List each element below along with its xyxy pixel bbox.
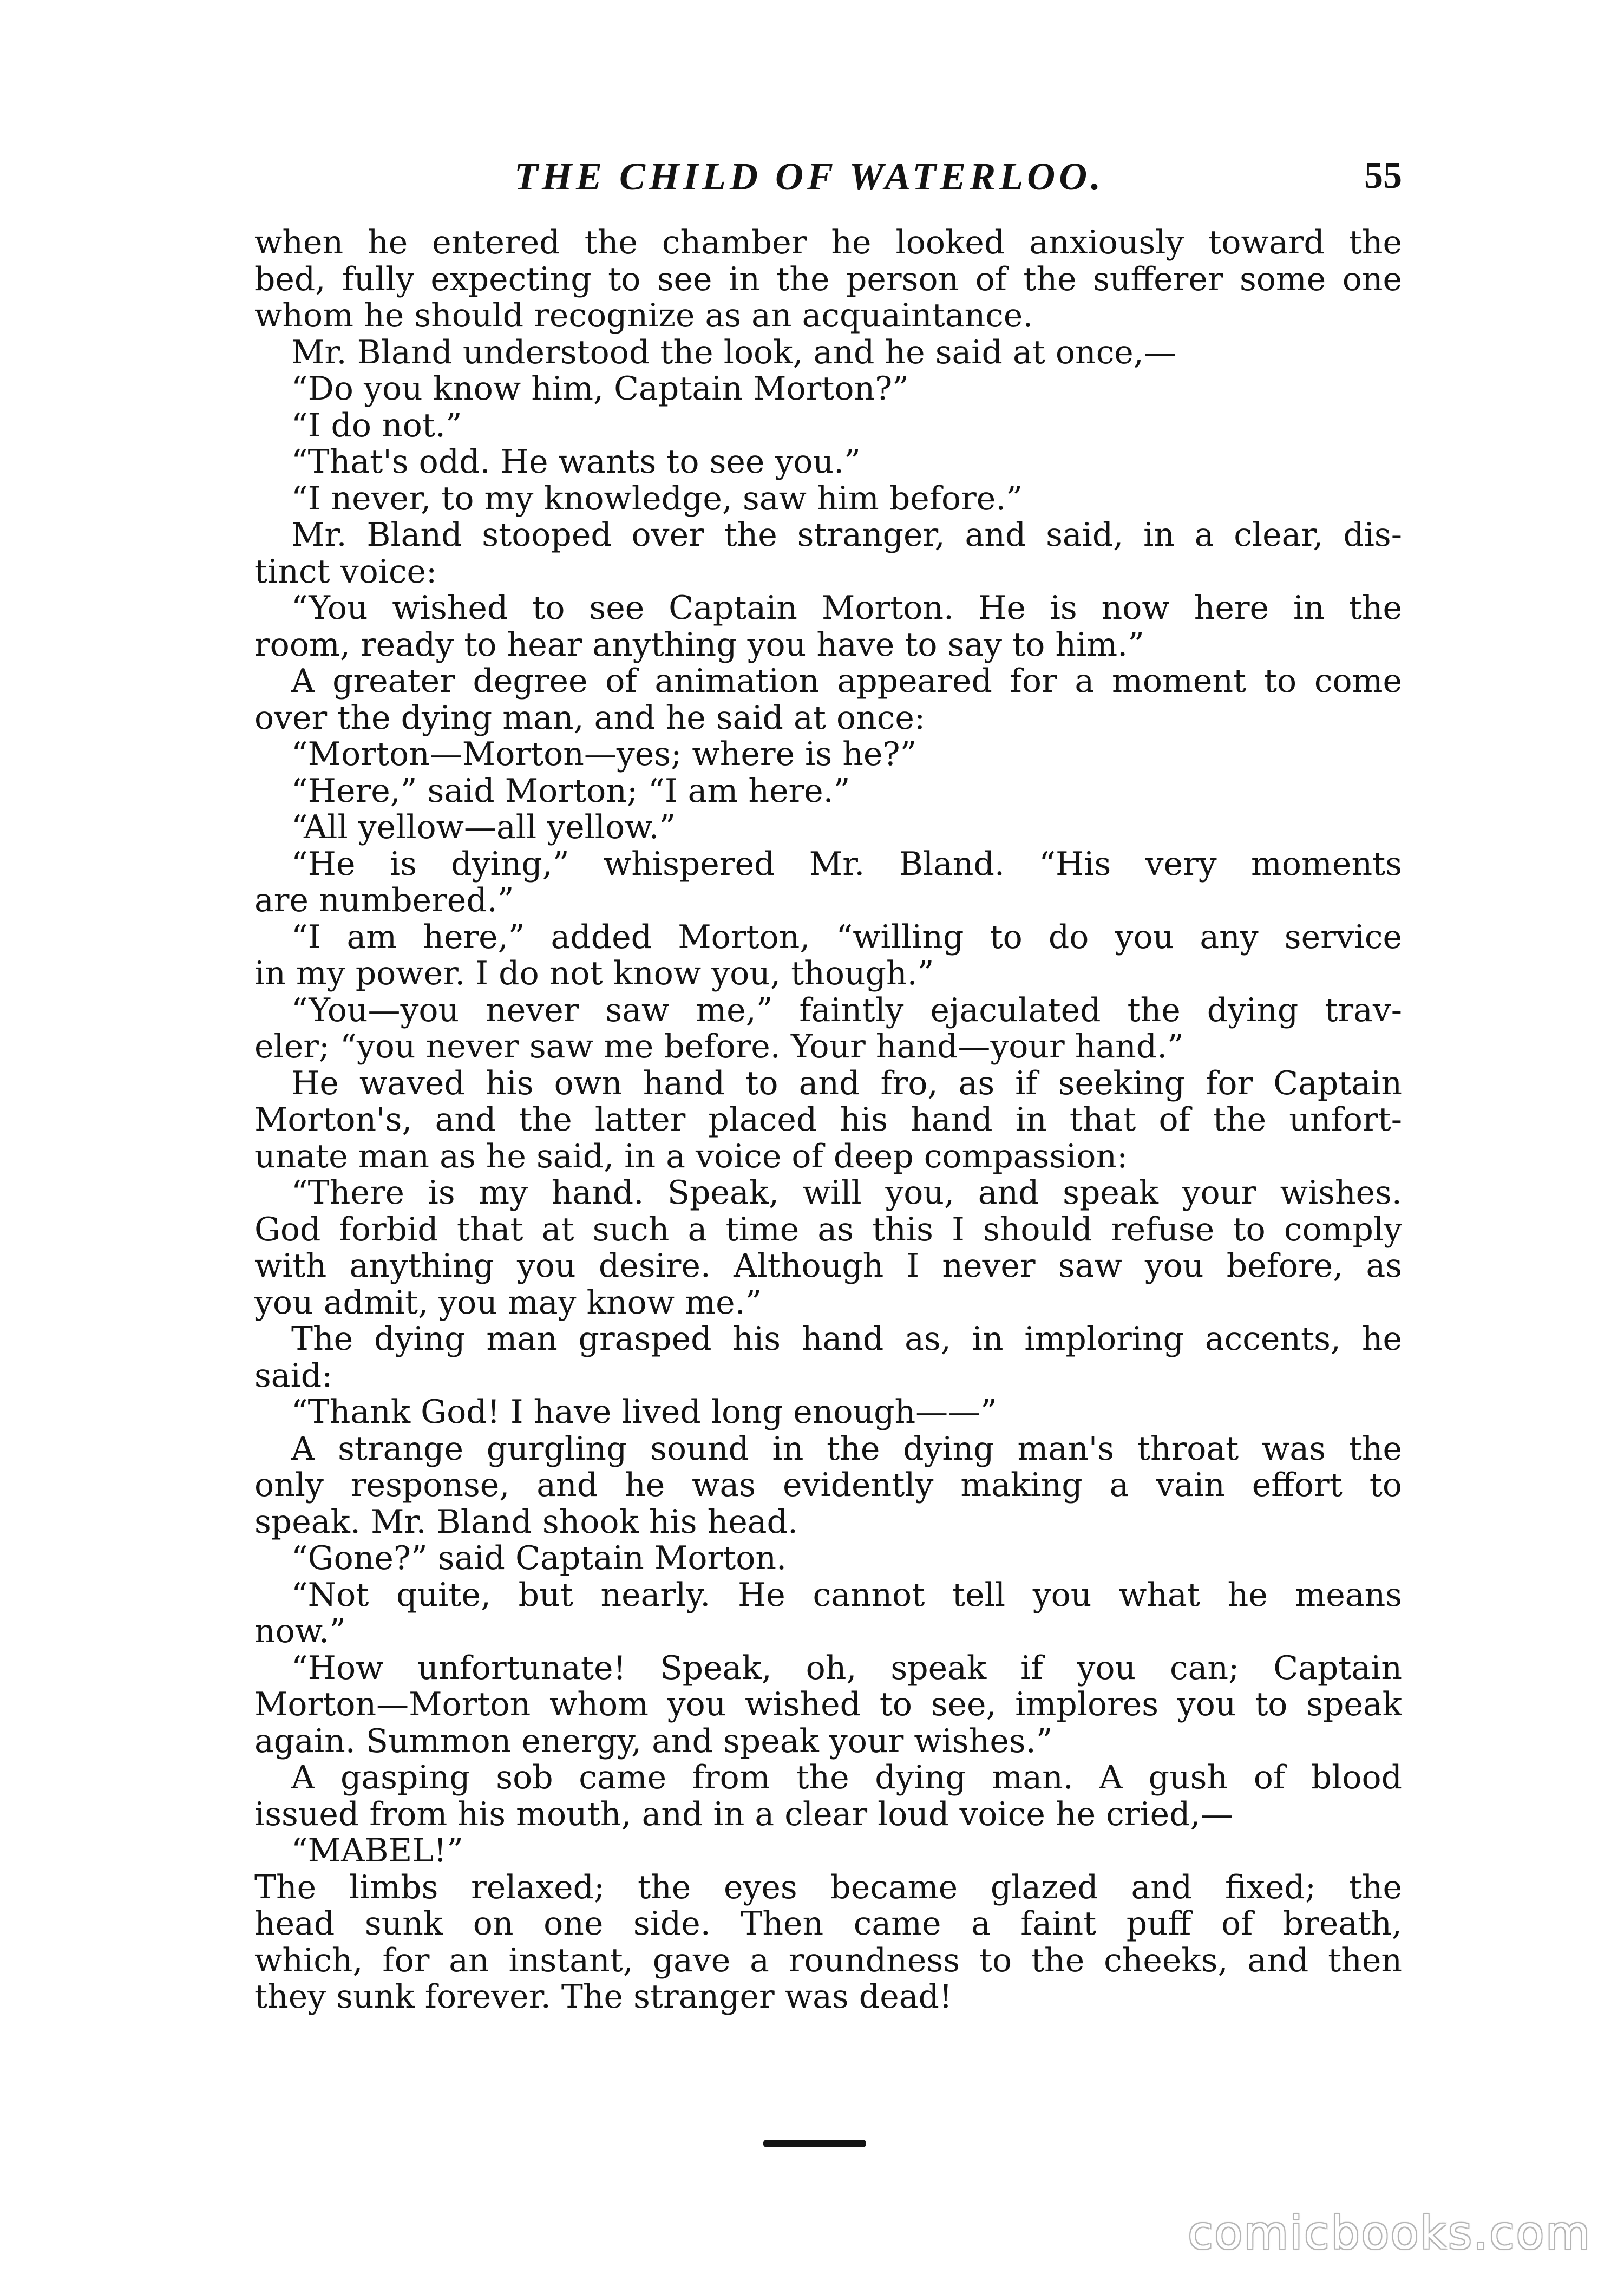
text-line: you admit, you may know me.” [254, 1284, 762, 1321]
text-line: bed, fully expecting to see in the person of the sufferer some one [254, 261, 1402, 298]
text-line: A greater degree of animation appeared for a moment to come [291, 663, 1402, 700]
text-line: with anything you desire. Although I never saw you before, as [254, 1248, 1402, 1285]
text-line: “How unfortunate! Speak, oh, speak if you can; Captain [291, 1650, 1402, 1687]
page-header [514, 154, 1402, 198]
end-rule [763, 2140, 866, 2147]
text-line: unate man as he said, in a voice of deep compassion: [254, 1138, 1128, 1175]
text-line: “There is my hand. Speak, will you, and speak your wishes. [291, 1175, 1402, 1212]
text-line: “You wished to see Captain Morton. He is now here in the [291, 590, 1402, 627]
text-line: in my power. I do not know you, though.” [254, 956, 934, 992]
text-line: “I do not.” [291, 407, 462, 444]
text-line: when he entered the chamber he looked anxiously toward the [254, 225, 1402, 262]
text-line: “Morton—Morton—yes; where is he?” [291, 736, 917, 773]
text-line: A gasping sob came from the dying man. A gush of blood [291, 1760, 1402, 1796]
text-line: which, for an instant, gave a roundness to the cheeks, and then [254, 1942, 1402, 1979]
text-line: issued from his mouth, and in a clear loud voice he cried,— [254, 1796, 1233, 1833]
text-line: He waved his own hand to and fro, as if seeking for Captain [291, 1065, 1402, 1102]
text-line: “He is dying,” whispered Mr. Bland. “His very moments [291, 846, 1402, 883]
text-line: “I never, to my knowledge, saw him before.” [291, 480, 1023, 517]
text-line: “MABEL!” [291, 1833, 463, 1870]
watermark: comicbooks.com [1188, 2206, 1592, 2259]
text-line: The limbs relaxed; the eyes became glazed and fixed; the [254, 1869, 1402, 1906]
text-line: tinct voice: [254, 553, 437, 590]
body-text [254, 225, 1402, 2016]
text-line: “You—you never saw me,” faintly ejaculated the dying trav- [291, 992, 1402, 1029]
text-line: eler; “you never saw me before. Your hand—your hand.” [254, 1029, 1184, 1066]
text-line: Morton—Morton whom you wished to see, implores you to speak [254, 1687, 1402, 1723]
text-line: whom he should recognize as an acquaintance. [254, 298, 1033, 335]
text-line: “Do you know him, Captain Morton?” [291, 371, 909, 408]
text-line: “That's odd. He wants to see you.” [291, 444, 861, 481]
text-line: said: [254, 1357, 333, 1394]
text-line: The dying man grasped his hand as, in imploring accents, he [291, 1321, 1402, 1358]
running-title: THE CHILD OF WATERLOO. [514, 155, 1105, 198]
text-line: God forbid that at such a time as this I should refuse to comply [254, 1211, 1402, 1248]
text-line: “Here,” said Morton; “I am here.” [291, 773, 850, 809]
text-line: again. Summon energy, and speak your wishes.” [254, 1723, 1053, 1760]
text-line: now.” [254, 1613, 346, 1650]
text-line: “All yellow—all yellow.” [291, 809, 676, 846]
text-line: head sunk on one side. Then came a faint puff of breath, [254, 1906, 1402, 1943]
text-line: only response, and he was evidently making a vain effort to [254, 1467, 1402, 1504]
text-line: they sunk forever. The stranger was dead! [254, 1979, 953, 2016]
text-line: Mr. Bland understood the look, and he said at once,— [291, 334, 1176, 371]
text-line: “I am here,” added Morton, “willing to do you any service [291, 919, 1402, 956]
text-line: Mr. Bland stooped over the stranger, and said, in a clear, dis- [291, 517, 1402, 554]
text-line: are numbered.” [254, 883, 514, 919]
text-line: Morton's, and the latter placed his hand in that of the unfort- [254, 1102, 1402, 1139]
text-line: A strange gurgling sound in the dying man's throat was the [291, 1430, 1402, 1467]
text-line: over the dying man, and he said at once: [254, 700, 926, 736]
text-line: “Thank God! I have lived long enough——” [291, 1394, 997, 1431]
text-line: “Gone?” said Captain Morton. [291, 1540, 787, 1577]
text-line: “Not quite, but nearly. He cannot tell you what he means [291, 1577, 1402, 1613]
text-line: room, ready to hear anything you have to say to him.” [254, 626, 1144, 663]
text-line: speak. Mr. Bland shook his head. [254, 1504, 798, 1540]
page-number: 55 [1364, 155, 1402, 197]
